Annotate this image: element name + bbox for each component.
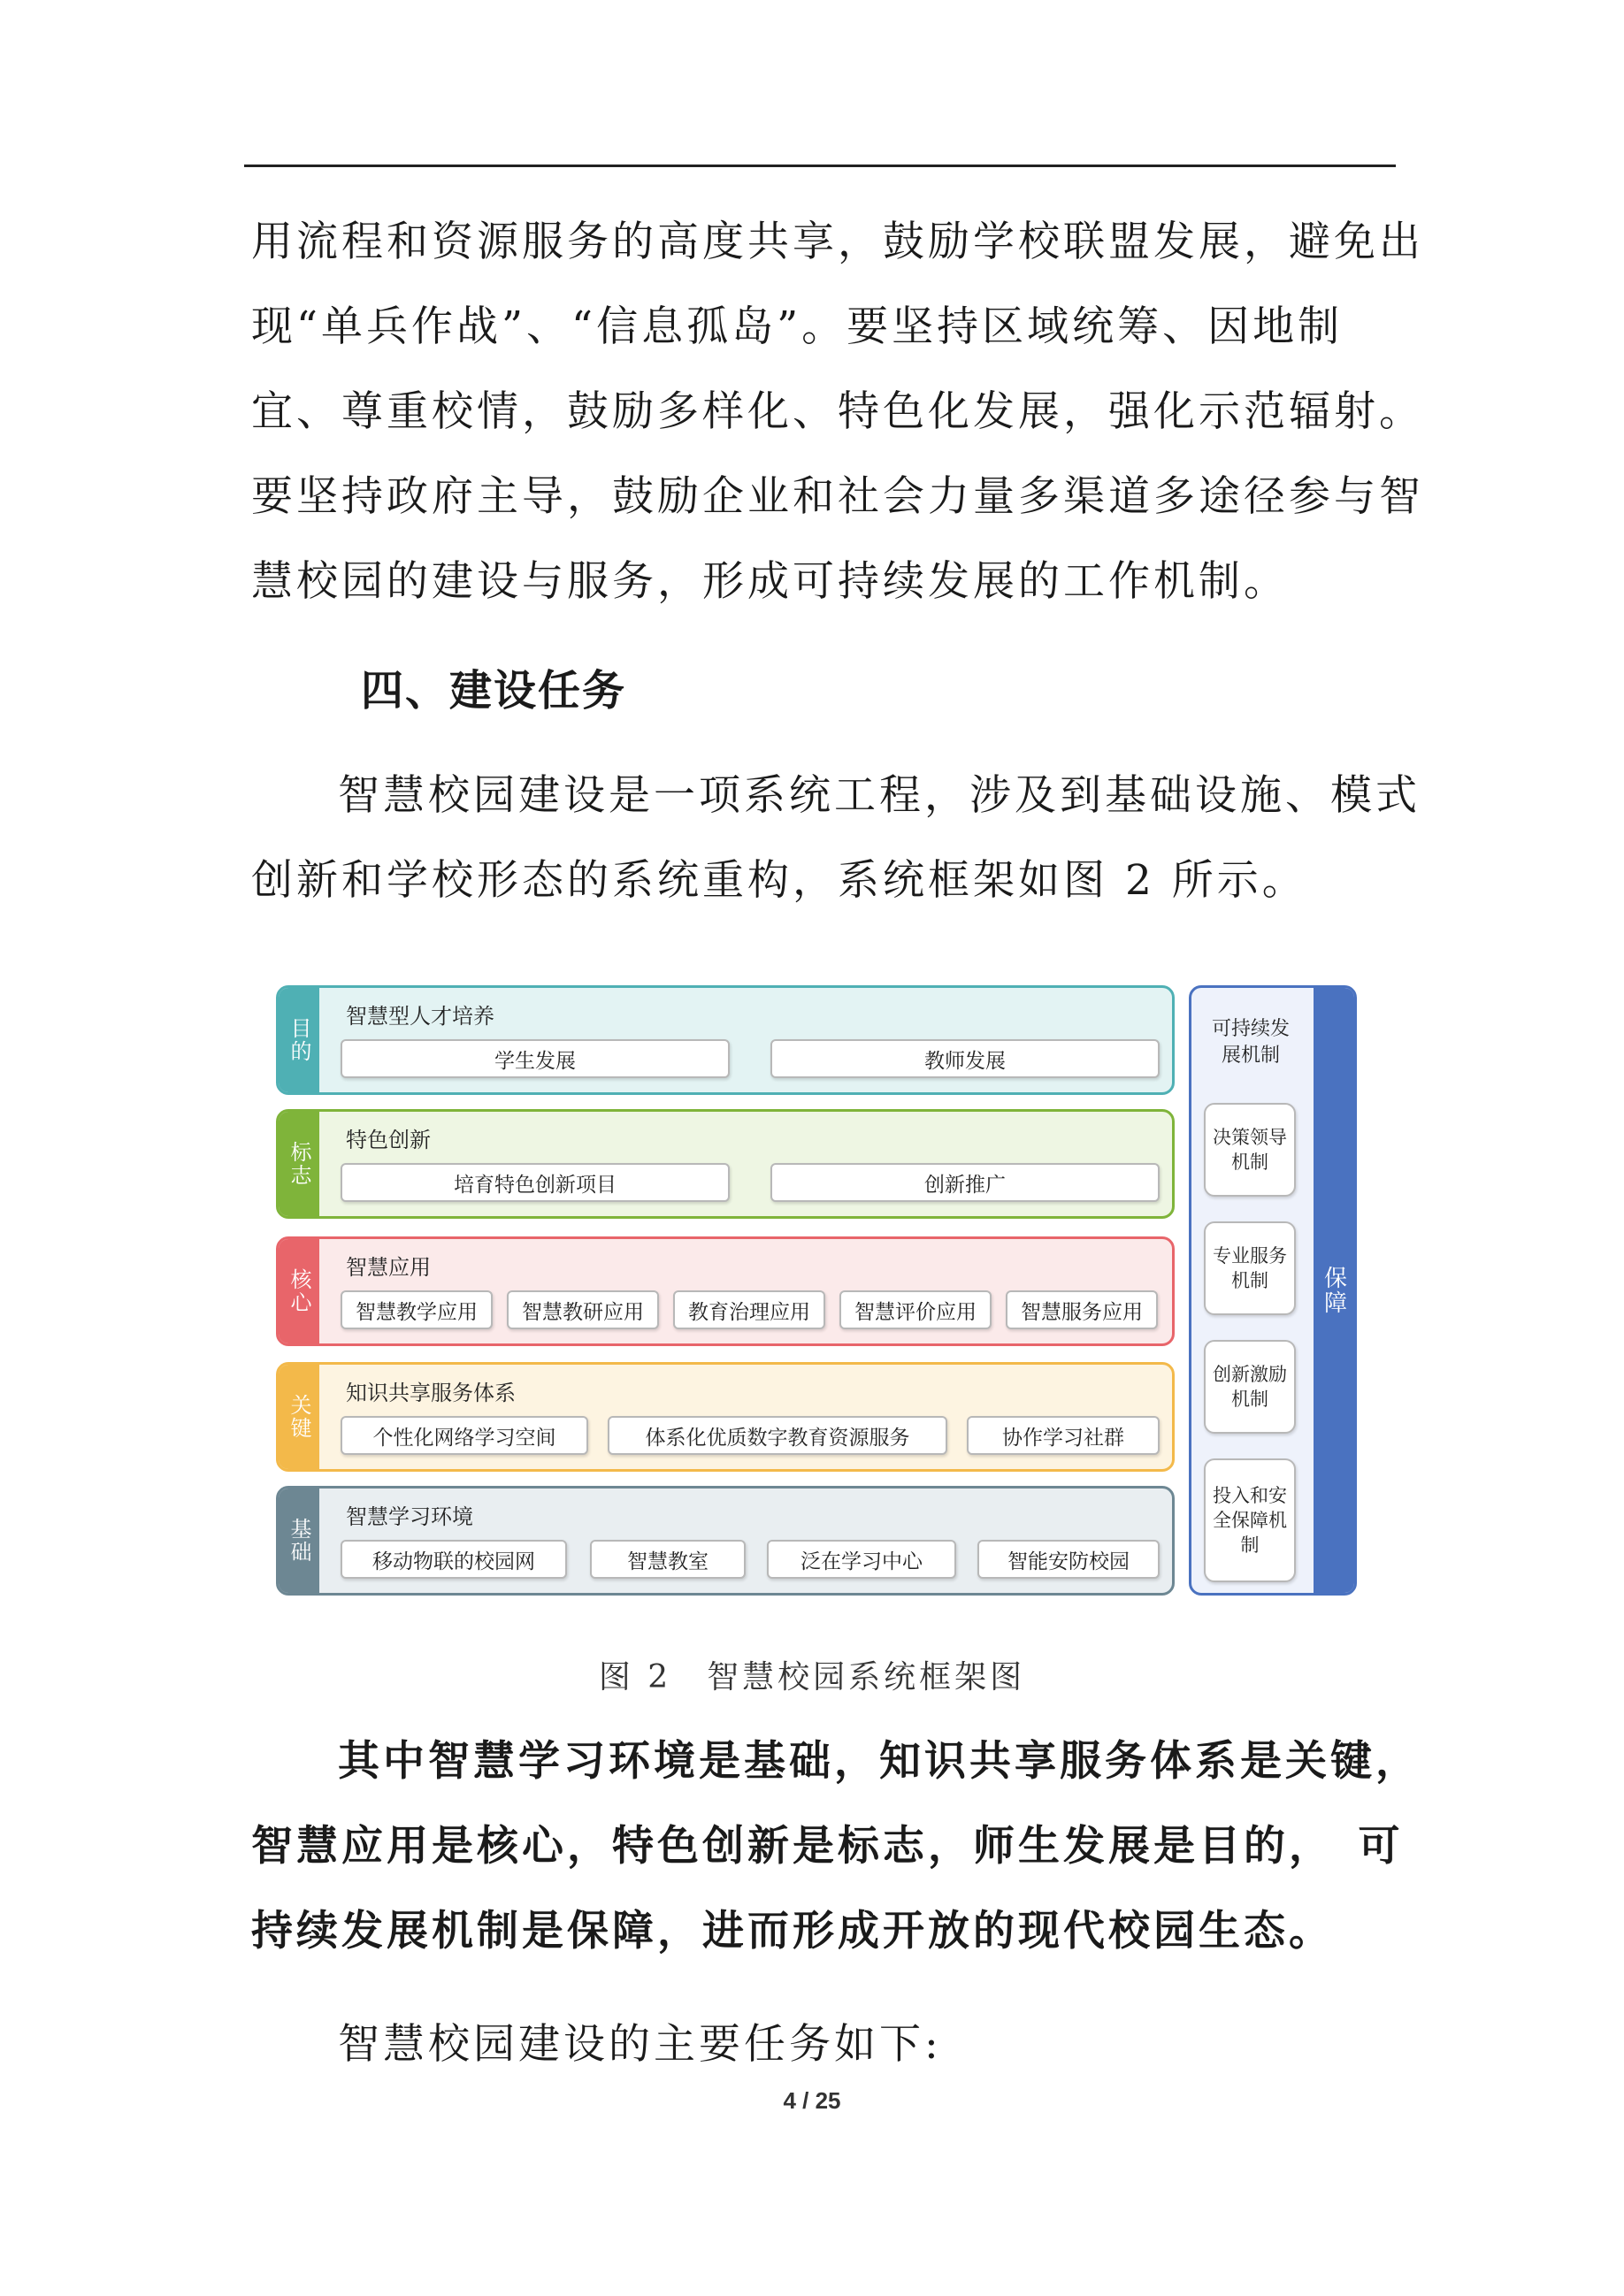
layer-item: 智能安防校园 (977, 1540, 1160, 1579)
layer-item: 智慧教室 (590, 1540, 746, 1579)
paragraph-2-line: 创新和学校形态的系统重构，系统框架如图 2 所示。 (251, 856, 1307, 905)
layer-item: 创新推广 (770, 1163, 1160, 1202)
layer-item: 培育特色创新项目 (341, 1163, 730, 1202)
layer-item: 个性化网络学习空间 (341, 1416, 588, 1455)
layer-item: 智慧服务应用 (1006, 1290, 1158, 1329)
layer-tag: 标志 (279, 1112, 319, 1216)
layer-foundation (276, 1486, 1175, 1596)
mechanism-box: 专业服务机制 (1204, 1221, 1296, 1315)
paragraph-3-line: 智慧应用是核心，特色创新是标志，师生发展是目的， 可 (251, 1822, 1404, 1871)
layer-tag: 基础 (279, 1489, 319, 1593)
mechanism-box: 决策领导机制 (1204, 1103, 1296, 1197)
paragraph-1-line: 宜、尊重校情，鼓励多样化、特色化发展，强化示范辐射。 (251, 387, 1424, 436)
page-number: 4 / 25 (783, 2087, 841, 2114)
layer-core (276, 1236, 1175, 1346)
layer-title: 智慧应用 (346, 1255, 431, 1280)
framework-diagram (276, 985, 1357, 1596)
layer-item: 智慧教研应用 (507, 1290, 659, 1329)
paragraph-2-line: 智慧校园建设是一项系统工程，涉及到基础设施、模式 (338, 771, 1421, 820)
layer-item: 体系化优质数字教育资源服务 (608, 1416, 947, 1455)
panel-bar-label: 保障 (1314, 988, 1354, 1593)
paragraph-1-line: 用流程和资源服务的高度共享，鼓励学校联盟发展，避免出 (251, 218, 1424, 266)
mechanism-box: 投入和安全保障机制 (1204, 1458, 1296, 1582)
layer-item: 学生发展 (341, 1039, 730, 1078)
mechanism-box: 创新激励机制 (1204, 1340, 1296, 1434)
layer-item: 智慧评价应用 (839, 1290, 992, 1329)
layer-tag: 目的 (279, 988, 319, 1092)
layer-item: 教师发展 (770, 1039, 1160, 1078)
layer-title: 智慧学习环境 (346, 1504, 473, 1529)
paragraph-3 (251, 1719, 1421, 1974)
layer-purpose (276, 985, 1175, 1095)
paragraph-3-line: 其中智慧学习环境是基础，知识共享服务体系是关键， (338, 1737, 1421, 1786)
paragraph-1-line: 现“单兵作战”、“信息孤岛”。要坚持区域统筹、因地制 (251, 302, 1344, 351)
layer-tag: 核心 (279, 1239, 319, 1343)
layer-title: 特色创新 (346, 1128, 431, 1152)
section-heading: 四、建设任务 (361, 666, 627, 716)
paragraph-1-line: 慧校园的建设与服务，形成可持续发展的工作机制。 (251, 557, 1289, 606)
sustainability-panel (1189, 985, 1357, 1596)
layer-title: 智慧型人才培养 (346, 1004, 494, 1029)
layer-key (276, 1362, 1175, 1472)
layer-hallmark (276, 1109, 1175, 1219)
layer-item: 教育治理应用 (673, 1290, 825, 1329)
paragraph-2 (251, 754, 1421, 923)
layer-item: 协作学习社群 (967, 1416, 1160, 1455)
figure-caption: 图 2 智慧校园系统框架图 (598, 1659, 1026, 1695)
paragraph-1 (251, 200, 1424, 624)
header-rule (244, 165, 1396, 167)
layer-title: 知识共享服务体系 (346, 1381, 516, 1405)
paragraph-4 (251, 2002, 1392, 2087)
layer-item: 移动物联的校园网 (341, 1540, 567, 1579)
layer-item: 智慧教学应用 (341, 1290, 493, 1329)
panel-title: 可持续发展机制 (1211, 1018, 1290, 1067)
layer-tag: 关键 (279, 1365, 319, 1469)
paragraph-3-line: 持续发展机制是保障，进而形成开放的现代校园生态。 (251, 1907, 1334, 1955)
paragraph-1-line: 要坚持政府主导，鼓励企业和社会力量多渠道多途径参与智 (251, 472, 1424, 521)
paragraph-4-line: 智慧校园建设的主要任务如下: (338, 2020, 942, 2069)
layer-item: 泛在学习中心 (767, 1540, 956, 1579)
